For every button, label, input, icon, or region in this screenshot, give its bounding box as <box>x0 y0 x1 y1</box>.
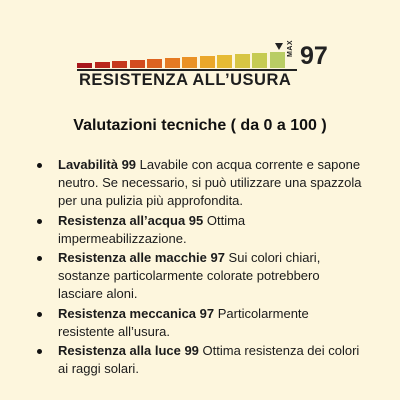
rating-bar <box>77 63 92 68</box>
list-item <box>37 156 367 211</box>
rating-bar <box>182 57 197 68</box>
bullet-icon <box>37 163 42 168</box>
page-title: Valutazioni tecniche ( da 0 a 100 ) <box>73 117 327 134</box>
list-item <box>37 212 367 248</box>
item-title: Resistenza alla luce 99 <box>58 343 199 359</box>
item-text: Lavabile con acqua corrente e sapone neutro. Se necessario, si può utilizzare una spazzola per una pulizia più approfondita. <box>58 157 362 209</box>
rating-bar <box>217 55 232 68</box>
bullet-icon <box>37 312 42 317</box>
badge-label: RESISTENZA ALL’USURA <box>79 71 292 89</box>
item-title: Resistenza all’acqua 95 <box>58 212 204 228</box>
wear-resistance-badge <box>77 39 332 99</box>
rating-bar <box>147 59 162 68</box>
rating-marker-icon <box>275 43 283 50</box>
rating-bar <box>165 58 180 68</box>
item-text: Ottima impermeabilizzazione. <box>58 212 246 246</box>
max-label: MAX <box>287 39 294 57</box>
bullet-icon <box>37 219 42 224</box>
item-text: Ottima resistenza dei colori ai raggi solari. <box>58 343 360 377</box>
bullet-icon <box>37 256 42 261</box>
rating-bar <box>235 54 250 68</box>
list-item <box>37 249 367 304</box>
item-title: Resistenza alle macchie 97 <box>58 250 225 266</box>
item-text: Sui colori chiari, sostanze particolarmente colorate potrebbero lasciare aloni. <box>58 250 321 302</box>
list-item <box>37 342 367 378</box>
rating-bar <box>130 60 145 68</box>
rating-bar <box>200 56 215 68</box>
rating-bars <box>77 51 291 68</box>
max-value: 97 <box>300 42 328 70</box>
bullet-icon <box>37 349 42 354</box>
rating-bar <box>95 62 110 68</box>
list-item <box>37 305 367 341</box>
item-title: Lavabilità 99 <box>58 157 137 172</box>
item-text: Particolarmente resistente all’usura. <box>58 305 309 339</box>
item-title: Resistenza meccanica 97 <box>58 305 215 321</box>
rating-bar <box>270 52 285 68</box>
rating-bar <box>252 53 267 68</box>
rating-bar <box>112 61 127 68</box>
ratings-list <box>37 156 367 379</box>
